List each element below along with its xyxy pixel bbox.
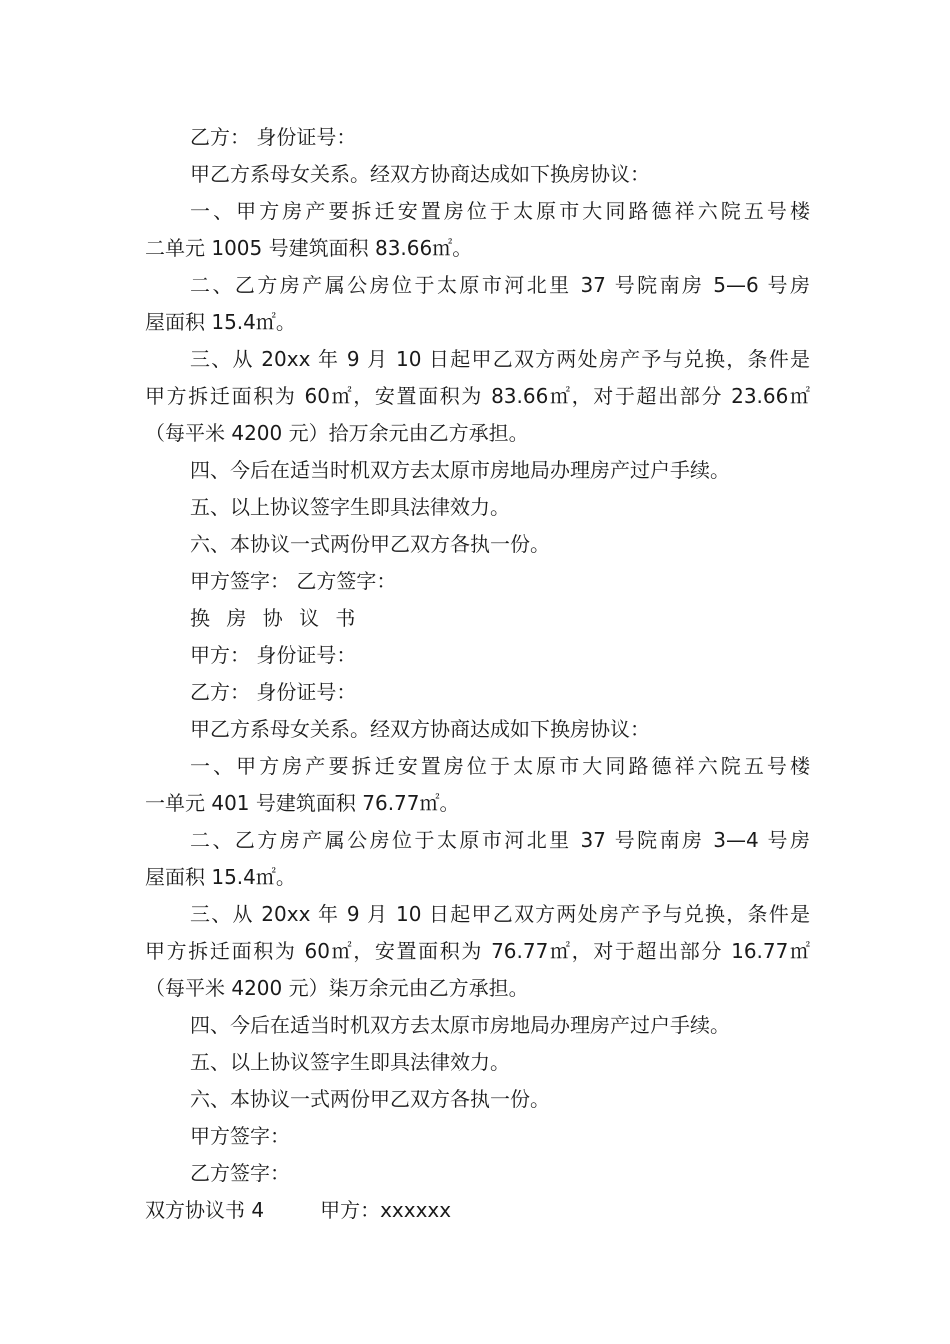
footer-line xyxy=(145,1192,810,1229)
text-line: 一、甲方房产要拆迁安置房位于太原市大同路德祥六院五号楼 xyxy=(190,199,810,223)
text-line: （每平米 4200 元）柒万余元由乙方承担。 xyxy=(145,976,529,1000)
text-line: 甲方拆迁面积为 60㎡，安置面积为 83.66㎡，对于超出部分 23.66㎡ xyxy=(145,384,810,408)
text-line: 二、乙方房产属公房位于太原市河北里 37 号院南房 5—6 号房 xyxy=(190,273,810,297)
text-line: 屋面积 15.4㎡。 xyxy=(145,310,296,334)
text-line: 甲方拆迁面积为 60㎡，安置面积为 76.77㎡，对于超出部分 16.77㎡ xyxy=(145,939,810,963)
text-line: 甲乙方系母女关系。经双方协商达成如下换房协议： xyxy=(190,717,650,741)
text-line: 六、本协议一式两份甲乙双方各执一份。 xyxy=(190,532,550,556)
footer-party: 甲方：xxxxxx xyxy=(320,1198,452,1222)
text-line: 四、今后在适当时机双方去太原市房地局办理房产过户手续。 xyxy=(190,1013,730,1037)
text-line: 甲方： 身份证号： xyxy=(190,643,357,667)
text-line: 三、从 20xx 年 9 月 10 日起甲乙双方两处房产予与兑换，条件是 xyxy=(190,347,810,371)
text-line: 二单元 1005 号建筑面积 83.66㎡。 xyxy=(145,236,473,260)
text-line: 三、从 20xx 年 9 月 10 日起甲乙双方两处房产予与兑换，条件是 xyxy=(190,902,810,926)
text-line: 六、本协议一式两份甲乙双方各执一份。 xyxy=(190,1087,550,1111)
text-line: 二、乙方房产属公房位于太原市河北里 37 号院南房 3—4 号房 xyxy=(190,828,810,852)
text-line: 四、今后在适当时机双方去太原市房地局办理房产过户手续。 xyxy=(190,458,730,482)
footer-title: 双方协议书 4 xyxy=(145,1198,265,1222)
text-line: 甲乙方系母女关系。经双方协商达成如下换房协议： xyxy=(190,162,650,186)
text-line: 换 房 协 议 书 xyxy=(190,606,361,630)
text-line: 甲方签字： 乙方签字： xyxy=(190,569,397,593)
text-line: 乙方签字： xyxy=(190,1161,290,1185)
text-line: 乙方： 身份证号： xyxy=(190,680,357,704)
text-line: 五、以上协议签字生即具法律效力。 xyxy=(190,495,510,519)
text-line: 一单元 401 号建筑面积 76.77㎡。 xyxy=(145,791,460,815)
text-line: 甲方签字： xyxy=(190,1124,290,1148)
document-body xyxy=(145,119,810,1229)
text-line: 一、甲方房产要拆迁安置房位于太原市大同路德祥六院五号楼 xyxy=(190,754,810,778)
text-line: （每平米 4200 元）拾万余元由乙方承担。 xyxy=(145,421,529,445)
text-line: 五、以上协议签字生即具法律效力。 xyxy=(190,1050,510,1074)
text-line: 屋面积 15.4㎡。 xyxy=(145,865,296,889)
text-line: 乙方： 身份证号： xyxy=(190,125,357,149)
